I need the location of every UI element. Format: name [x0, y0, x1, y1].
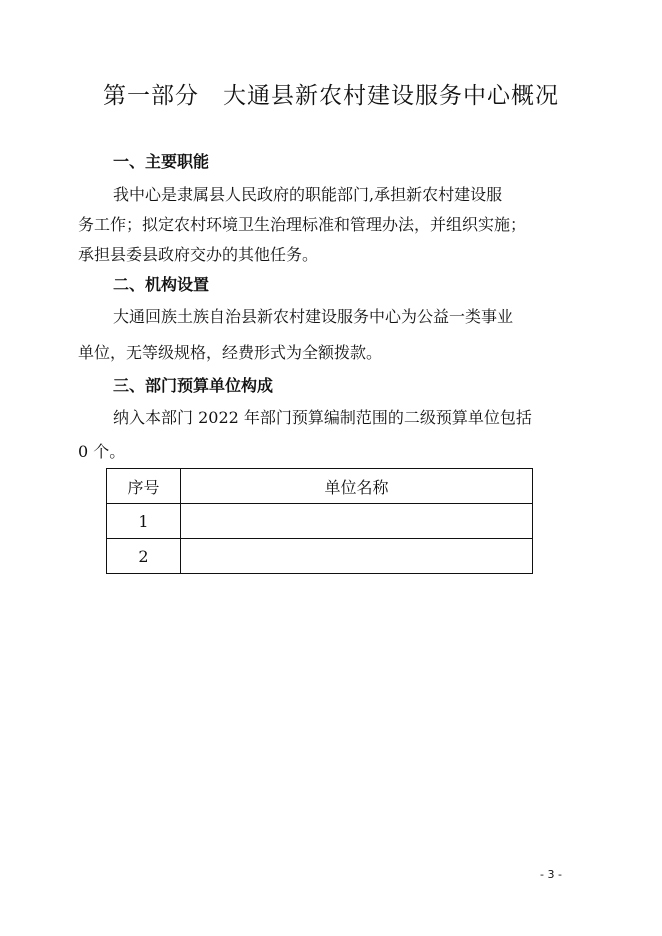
budget-units-table: [106, 468, 533, 574]
budget-units-line-1: 纳入本部门 2022 年部门预算编制范围的二级预算单位包括: [113, 408, 532, 427]
table-header-unit-name: 单位名称: [181, 469, 533, 504]
table-cell-number: 2: [107, 539, 181, 574]
heading-budget-units: 三、部门预算单位构成: [113, 376, 274, 395]
organization-line-1: 大通回族土族自治县新农村建设服务中心为公益一类事业: [113, 307, 514, 326]
table-header-number: 序号: [107, 469, 181, 504]
functions-line-3: 承担县委县政府交办的其他任务。: [78, 245, 319, 264]
table-cell-unit-name: [181, 504, 533, 539]
table-row: [107, 504, 533, 539]
heading-organization: 二、机构设置: [113, 275, 210, 294]
table-cell-number: 1: [107, 504, 181, 539]
functions-line-1: 我中心是隶属县人民政府的职能部门,承担新农村建设服: [113, 185, 503, 204]
page-number: - 3 -: [540, 868, 562, 881]
budget-units-line-2: 0 个。: [78, 442, 126, 461]
title-part: 第一部分: [103, 83, 199, 109]
functions-line-2: 务工作；拟定农村环境卫生治理标准和管理办法，并组织实施；: [78, 215, 527, 234]
heading-main-functions: 一、主要职能: [113, 152, 210, 171]
title-name: 大通县新农村建设服务中心概况: [223, 83, 559, 109]
organization-line-2: 单位，无等级规格，经费形式为全额拨款。: [78, 343, 383, 362]
table-header-row: [107, 469, 533, 504]
table-row: [107, 539, 533, 574]
page-title: [0, 78, 662, 114]
table-cell-unit-name: [181, 539, 533, 574]
